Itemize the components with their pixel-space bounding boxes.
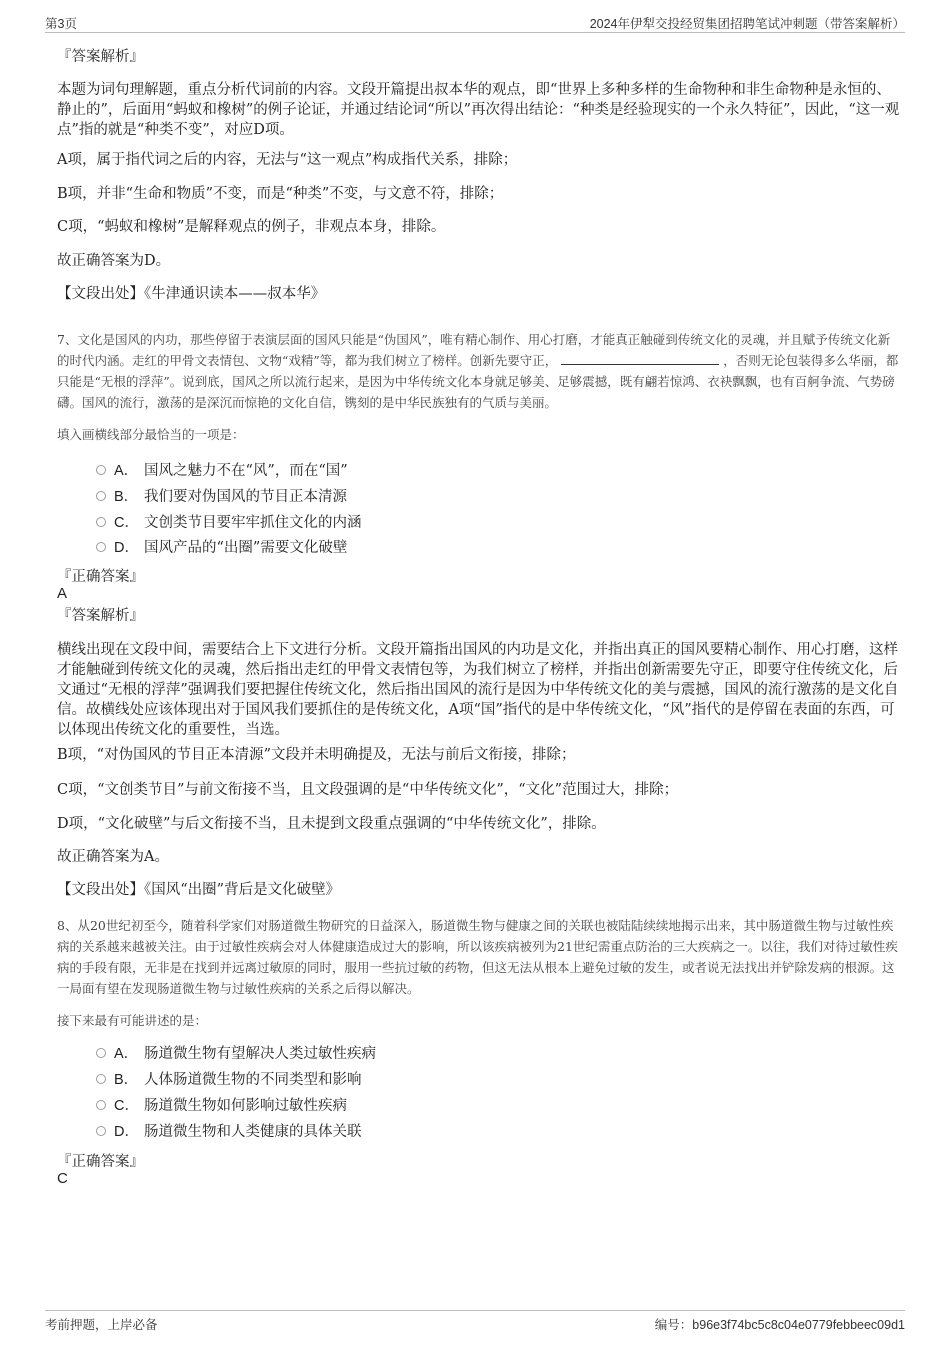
q7-option-c[interactable]: [96, 512, 362, 534]
q8-option-a[interactable]: [96, 1043, 376, 1065]
option-letter: A．: [114, 463, 139, 479]
fill-in-blank-line: [561, 352, 719, 365]
radio-icon[interactable]: [96, 1126, 106, 1136]
option-text: 国风之魅力不在“风”，而在“国”: [144, 463, 348, 479]
q7-analysis-paragraph: 横线出现在文段中间，需要结合上下文进行分析。文段开篇指出国风的内功是文化，并指出真正的国风要精心制作、用心打磨，这样才能触碰到传统文化的灵魂，然后指出走红的甲骨文表情包等，为我们树立了榜样，并指出创新需要先守正，即要守住传统文化，后文通过“无根的浮萍”强调我们要把握住传统文化，然后指出国风的流行是因为中华传统文化的美与震撼，国风的流行激荡的是文化自信。故横线处应该体现出对于国风我们要抓住的是传统文化，A项“国”指代的是中华传统文化，“风”指代的是停留在表面的东西，可以体现出传统文化的重要性，当选。: [57, 642, 899, 738]
radio-icon[interactable]: [96, 1074, 106, 1084]
q7-option-d[interactable]: [96, 537, 347, 559]
q8-correct-answer: C: [57, 1170, 68, 1187]
radio-icon[interactable]: [96, 491, 106, 501]
option-text: 肠道微生物和人类健康的具体关联: [144, 1124, 362, 1140]
radio-icon[interactable]: [96, 517, 106, 527]
code-value: b96e3f74bc5c8c04e0779febbeec09d1: [692, 1318, 905, 1332]
q6-analysis-option-c: C项，“蚂蚁和橡树”是解释观点的例子，非观点本身，排除。: [57, 219, 446, 235]
q8-stem: 8、从20世纪初至今，随着科学家们对肠道微生物研究的日益深入，肠道微生物与健康之间的关联也被陆陆续续地揭示出来，其中肠道微生物与过敏性疾病的关系越来越被关注。由于过敏性疾病会对人体健康造成过大的影响，所以该疾病被列为21世纪需重点防治的三大疾病之一。以往，我们对待过敏性疾病的手段有限，无非是在找到并远离过敏原的同时，服用一些抗过敏的药物，但这无法从根本上避免过敏的发生，或者说无法找出并铲除发病的根源。这一局面有望在发现肠道微生物与过敏性疾病的关系之后得以解决。: [57, 918, 898, 996]
q8-option-b[interactable]: [96, 1069, 362, 1091]
q8-option-c[interactable]: [96, 1095, 347, 1117]
document-title: 2024年伊犁交投经贸集团招聘笔试冲刺题（带答案解析）: [589, 17, 905, 31]
option-letter: D．: [114, 1124, 139, 1140]
q7-stem: [57, 329, 900, 413]
q7-stem-before-blank: 7、文化是国风的内功，那些停留于表演层面的国风只能是“伪国风”，唯有精心制作、用心打磨，才能真正触碰到传统文化的灵魂，并且赋予传统文化新的时代内涵。走红的甲骨文表情包、文物“戏精”等，都为我们树立了榜样。创新先要守正，: [57, 332, 891, 368]
option-letter: C．: [114, 515, 139, 531]
option-letter: A．: [114, 1046, 139, 1062]
q7-analysis-option-b: B项，“对伪国风的节目正本清源”文段并未明确提及，无法与前后文衔接，排除；: [57, 747, 576, 763]
q8-prompt: 接下来最有可能讲述的是：: [57, 1013, 208, 1028]
page-footer: [45, 1310, 905, 1335]
radio-icon[interactable]: [96, 542, 106, 552]
q7-stem-after-blank: ，否则无论包装得多么华丽，都只能是“无根的浮萍”。说到底，国风之所以流行起来，是因为中华传统文化本身就足够美、足够震撼，既有翩若惊鸿、衣袂飘飘，也有百舸争流、气势磅礴。国风的流行，激荡的是深沉而惊艳的文化自信，镌刻的是中华民族独有的气质与美丽。: [57, 353, 899, 410]
q6-analysis-option-a: A项，属于指代词之后的内容，无法与“这一观点”构成指代关系，排除；: [57, 152, 518, 168]
q7-analysis-option-d: D项，“文化破壁”与后文衔接不当，且未提到文段重点强调的“中华传统文化”，排除。: [57, 816, 606, 832]
q7-correct-answer: A: [57, 585, 68, 602]
q7-source: 【文段出处】《国风“出圈”背后是文化破壁》: [57, 882, 341, 898]
radio-icon[interactable]: [96, 1048, 106, 1058]
q7-prompt: 填入画横线部分最恰当的一项是：: [57, 427, 245, 442]
q6-conclusion: 故正确答案为D。: [57, 253, 171, 269]
radio-icon[interactable]: [96, 465, 106, 475]
q7-option-b[interactable]: [96, 486, 347, 508]
option-text: 我们要对伪国风的节目正本清源: [144, 489, 347, 505]
option-letter: B．: [114, 489, 139, 505]
option-text: 文创类节目要牢牢抓住文化的内涵: [144, 515, 362, 531]
q7-conclusion: 故正确答案为A。: [57, 849, 169, 865]
radio-icon[interactable]: [96, 1100, 106, 1110]
page-header: [45, 12, 905, 33]
q6-analysis-label: 『答案解析』: [57, 49, 144, 65]
q8-correct-label: 『正确答案』: [57, 1154, 144, 1170]
page-number: 第3页: [45, 17, 77, 31]
q7-analysis-label: 『答案解析』: [57, 608, 144, 624]
option-letter: D．: [114, 540, 139, 556]
q6-source: 【文段出处】《牛津通识读本——叔本华》: [57, 286, 326, 302]
option-letter: B．: [114, 1072, 139, 1088]
option-text: 人体肠道微生物的不同类型和影响: [144, 1072, 362, 1088]
q7-analysis-option-c: C项，“文创类节目”与前文衔接不当，且文段强调的是“中华传统文化”，“文化”范围过大，排除；: [57, 782, 679, 798]
document-code: [655, 1315, 905, 1333]
option-text: 国风产品的“出圈”需要文化破壁: [144, 540, 348, 556]
q8-option-d[interactable]: [96, 1121, 362, 1143]
option-letter: C．: [114, 1098, 139, 1114]
q6-analysis-paragraph: 本题为词句理解题，重点分析代词前的内容。文段开篇提出叔本华的观点，即“世界上多种多样的生命物种和非生命物种是永恒的、静止的”，后面用“蚂蚁和橡树”的例子论证，并通过结论词“所以”再次得出结论：“种类是经验现实的一个永久特征”，因此，“这一观点”指的就是“种类不变”，对应D项。: [57, 82, 900, 138]
code-label: 编号：: [654, 1318, 693, 1332]
option-text: 肠道微生物有望解决人类过敏性疾病: [144, 1046, 376, 1062]
option-text: 肠道微生物如何影响过敏性疾病: [144, 1098, 347, 1114]
q7-option-a[interactable]: [96, 460, 348, 482]
q7-correct-label: 『正确答案』: [57, 569, 144, 585]
footer-slogan: 考前押题，上岸必备: [45, 1318, 158, 1332]
q6-analysis-option-b: B项，并非“生命和物质”不变，而是“种类”不变，与文意不符，排除；: [57, 186, 504, 202]
